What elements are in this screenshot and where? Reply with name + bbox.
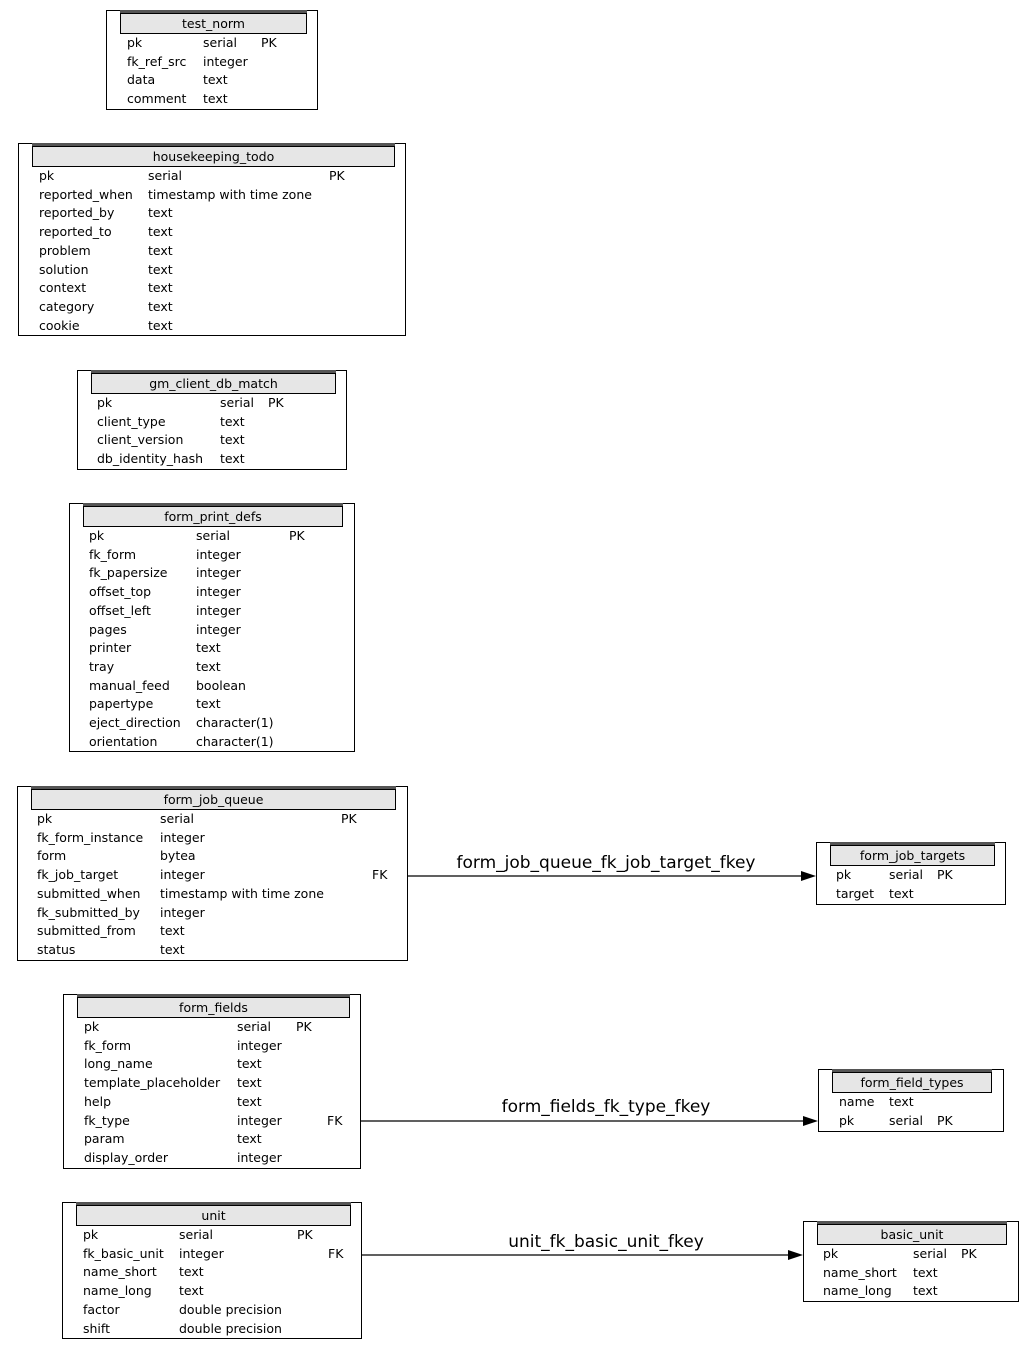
column-type: integer [196, 546, 241, 562]
column-row [0, 260, 1035, 279]
column-name: pk [37, 811, 53, 826]
column-type: bytea [160, 848, 196, 864]
column-type: text [220, 432, 245, 448]
column-name: form [37, 848, 67, 864]
column-name: solution [39, 261, 89, 277]
column-type: text [889, 885, 914, 901]
column-type: integer [160, 829, 205, 845]
column-row [0, 657, 1035, 676]
column-type: text [148, 242, 173, 258]
column-row [0, 1017, 1035, 1036]
column-type: serial [160, 811, 194, 826]
column-name: data [127, 72, 156, 88]
column-type: timestamp with time zone [148, 186, 312, 202]
column-row [0, 316, 1035, 335]
column-name: long_name [84, 1056, 153, 1072]
column-type: serial [148, 168, 182, 183]
column-name: pk [83, 1227, 99, 1242]
column-name: pk [89, 528, 105, 543]
column-row [0, 297, 1035, 316]
table-title: form_job_queue [31, 789, 396, 810]
column-key: FK [372, 867, 388, 883]
column-type: integer [196, 565, 241, 581]
column-name: help [84, 1093, 112, 1109]
column-name: printer [89, 640, 132, 656]
column-type: integer [160, 904, 205, 920]
column-type: serial [889, 867, 923, 882]
column-type: text [148, 224, 173, 240]
column-name: fk_form [89, 546, 137, 562]
column-row [0, 694, 1035, 713]
column-name: eject_direction [89, 715, 181, 730]
column-type: text [203, 72, 228, 88]
table-title: form_field_types [832, 1072, 992, 1093]
column-name: fk_basic_unit [83, 1245, 164, 1261]
column-name: pk [836, 867, 852, 882]
column-type: text [148, 205, 173, 221]
column-name: name_short [83, 1264, 157, 1280]
column-name: target [836, 885, 875, 901]
column-row [0, 241, 1035, 260]
column-name: fk_submitted_by [37, 904, 140, 920]
column-type: character(1) [196, 715, 274, 730]
table-title: housekeeping_todo [32, 146, 395, 167]
column-name: fk_form [84, 1037, 132, 1053]
column-row [0, 89, 1035, 108]
column-name: name_short [823, 1264, 897, 1280]
column-row [0, 582, 1035, 601]
column-name: comment [127, 91, 187, 107]
relation-label: form_fields_fk_type_fkey [501, 1097, 711, 1117]
column-name: param [84, 1131, 125, 1147]
column-row [0, 1300, 1035, 1319]
column-name: client_version [97, 432, 184, 448]
column-name: db_identity_hash [97, 451, 204, 467]
column-key: PK [296, 1019, 312, 1034]
column-type: text [148, 317, 173, 333]
column-name: factor [83, 1301, 120, 1317]
column-name: reported_by [39, 205, 115, 221]
column-row [0, 1036, 1035, 1055]
column-name: submitted_from [37, 923, 136, 939]
column-type: double precision [179, 1301, 282, 1317]
column-name: pk [84, 1019, 100, 1034]
column-type: text [179, 1264, 204, 1280]
column-row [0, 638, 1035, 657]
column-name: display_order [84, 1149, 168, 1165]
column-name: fk_job_target [37, 867, 119, 883]
column-key: PK [341, 811, 357, 826]
column-type: text [237, 1093, 262, 1109]
column-name: reported_when [39, 186, 133, 202]
column-row [0, 809, 1035, 828]
column-type: text [913, 1264, 938, 1280]
column-type: boolean [196, 677, 246, 693]
column-type: serial [196, 528, 230, 543]
table-title: unit [76, 1205, 351, 1226]
column-row [0, 166, 1035, 185]
column-type: character(1) [196, 733, 274, 749]
column-row [0, 545, 1035, 564]
column-type: integer [237, 1037, 282, 1053]
column-name: client_type [97, 413, 166, 429]
column-name: offset_left [89, 602, 151, 618]
column-row [0, 921, 1035, 940]
column-row [0, 732, 1035, 751]
column-type: double precision [179, 1320, 282, 1336]
column-name: status [37, 941, 76, 957]
column-name: submitted_when [37, 885, 141, 901]
column-name: fk_form_instance [37, 829, 144, 845]
column-name: pk [839, 1112, 855, 1128]
column-row [0, 70, 1035, 89]
relation-label: form_job_queue_fk_job_target_fkey [456, 853, 756, 873]
column-key: FK [328, 1245, 344, 1261]
column-key: PK [261, 35, 277, 50]
table-title: test_norm [120, 13, 307, 34]
column-row [0, 449, 1035, 468]
column-type: text [148, 261, 173, 277]
column-type: text [237, 1056, 262, 1072]
column-type: text [889, 1094, 914, 1109]
column-name: orientation [89, 733, 158, 749]
column-key: PK [937, 867, 953, 882]
column-key: PK [961, 1246, 977, 1261]
column-name: cookie [39, 317, 80, 333]
column-name: category [39, 298, 95, 314]
column-row [0, 222, 1035, 241]
column-type: text [179, 1283, 204, 1299]
column-type: serial [889, 1112, 923, 1128]
column-row [0, 526, 1035, 545]
column-row [0, 33, 1035, 52]
column-type: serial [220, 395, 254, 410]
column-type: serial [203, 35, 237, 50]
column-name: reported_to [39, 224, 112, 240]
column-row [0, 1319, 1035, 1338]
column-type: text [237, 1075, 262, 1091]
column-row [0, 1263, 1035, 1282]
column-name: fk_type [84, 1112, 130, 1128]
column-key: PK [937, 1112, 953, 1128]
column-type: integer [237, 1149, 282, 1165]
column-row [0, 185, 1035, 204]
column-name: shift [83, 1320, 110, 1336]
column-type: integer [196, 584, 241, 600]
column-row [0, 52, 1035, 71]
column-type: serial [179, 1227, 213, 1242]
table-title: form_job_targets [830, 845, 995, 866]
column-type: text [237, 1131, 262, 1147]
column-row [0, 676, 1035, 695]
column-name: name_long [823, 1283, 892, 1299]
column-type: text [220, 451, 245, 467]
column-key: PK [297, 1227, 313, 1242]
column-row [0, 1129, 1035, 1148]
column-row [0, 713, 1035, 732]
column-type: text [196, 696, 221, 712]
column-type: integer [203, 53, 248, 69]
column-name: name_long [83, 1283, 152, 1299]
column-key: PK [268, 395, 284, 410]
column-row [0, 601, 1035, 620]
column-type: text [196, 658, 221, 674]
column-row [0, 620, 1035, 639]
column-row [0, 884, 1035, 903]
column-type: serial [237, 1019, 271, 1034]
column-type: text [160, 941, 185, 957]
column-type: integer [237, 1112, 282, 1128]
column-type: text [148, 298, 173, 314]
column-row [0, 278, 1035, 297]
column-row [0, 563, 1035, 582]
column-row [0, 430, 1035, 449]
column-row [0, 903, 1035, 922]
column-name: pk [39, 168, 55, 183]
table-title: form_print_defs [83, 506, 343, 527]
column-name: offset_top [89, 584, 152, 600]
column-name: fk_papersize [89, 565, 168, 581]
column-name: fk_ref_src [127, 53, 187, 69]
column-key: PK [289, 528, 305, 543]
column-type: timestamp with time zone [160, 885, 324, 901]
column-type: text [220, 413, 245, 429]
column-name: pk [97, 395, 113, 410]
column-name: name [839, 1094, 875, 1109]
column-type: integer [196, 621, 241, 637]
column-type: integer [179, 1245, 224, 1261]
column-key: FK [327, 1112, 343, 1128]
table-title: gm_client_db_match [91, 373, 336, 394]
column-name: pk [823, 1246, 839, 1261]
column-type: text [203, 91, 228, 107]
column-type: text [160, 923, 185, 939]
column-name: tray [89, 658, 115, 674]
column-row [0, 1148, 1035, 1167]
relation-label: unit_fk_basic_unit_fkey [508, 1232, 704, 1252]
column-name: problem [39, 242, 91, 258]
column-row [0, 940, 1035, 959]
column-type: serial [913, 1246, 947, 1261]
column-name: pk [127, 35, 143, 50]
column-type: text [196, 640, 221, 656]
column-name: manual_feed [89, 677, 170, 693]
column-name: pages [89, 621, 127, 637]
column-row [0, 393, 1035, 412]
table-title: basic_unit [817, 1224, 1007, 1245]
column-name: template_placeholder [84, 1075, 221, 1091]
column-key: PK [329, 168, 345, 183]
column-type: text [913, 1283, 938, 1299]
table-title: form_fields [77, 997, 350, 1018]
column-name: papertype [89, 696, 154, 712]
column-row [0, 203, 1035, 222]
column-type: text [148, 280, 173, 296]
column-row [0, 412, 1035, 431]
column-type: integer [160, 867, 205, 883]
column-name: context [39, 280, 87, 296]
column-type: integer [196, 602, 241, 618]
column-row [0, 1281, 1035, 1300]
